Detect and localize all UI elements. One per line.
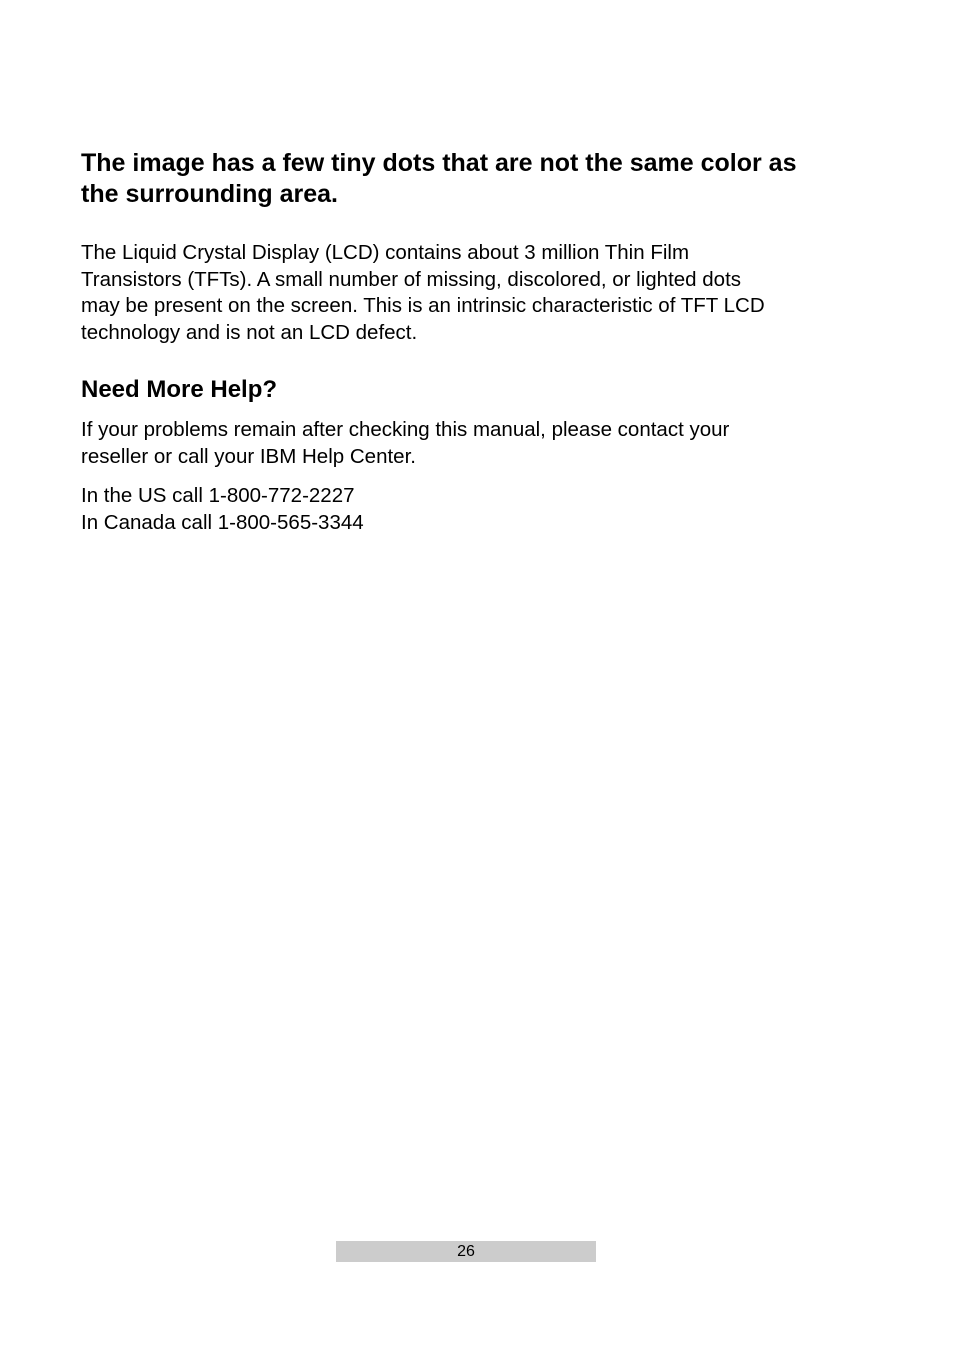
paragraph-line: If your problems remain after checking this manual, please contact your xyxy=(81,418,730,441)
help-instructions xyxy=(81,417,881,470)
page-number: 26 xyxy=(457,1242,475,1260)
paragraph-line: reseller or call your IBM Help Center. xyxy=(81,444,416,468)
page-content xyxy=(81,148,881,536)
us-phone-line: In the US call 1-800-772-2227 xyxy=(81,484,355,507)
paragraph-line: The Liquid Crystal Display (LCD) contains about 3 million Thin Film xyxy=(81,241,690,264)
help-center-phone-numbers xyxy=(81,483,881,536)
paragraph-line: technology and is not an LCD defect. xyxy=(81,320,418,344)
page-number-bar xyxy=(336,1241,596,1262)
canada-phone-line: In Canada call 1-800-565-3344 xyxy=(81,510,364,534)
need-more-help-heading: Need More Help? xyxy=(81,376,278,403)
paragraph-line: Transistors (TFTs). A small number of missing, discolored, or lighted dots xyxy=(81,267,742,291)
lcd-dots-explanation xyxy=(81,240,881,346)
heading-line: the surrounding area. xyxy=(81,180,338,208)
paragraph-line: may be present on the screen. This is an intrinsic characteristic of TFT LCD xyxy=(81,294,765,317)
heading-line: The image has a few tiny dots that are not the same color as xyxy=(81,149,797,177)
lcd-dots-heading xyxy=(81,148,881,210)
